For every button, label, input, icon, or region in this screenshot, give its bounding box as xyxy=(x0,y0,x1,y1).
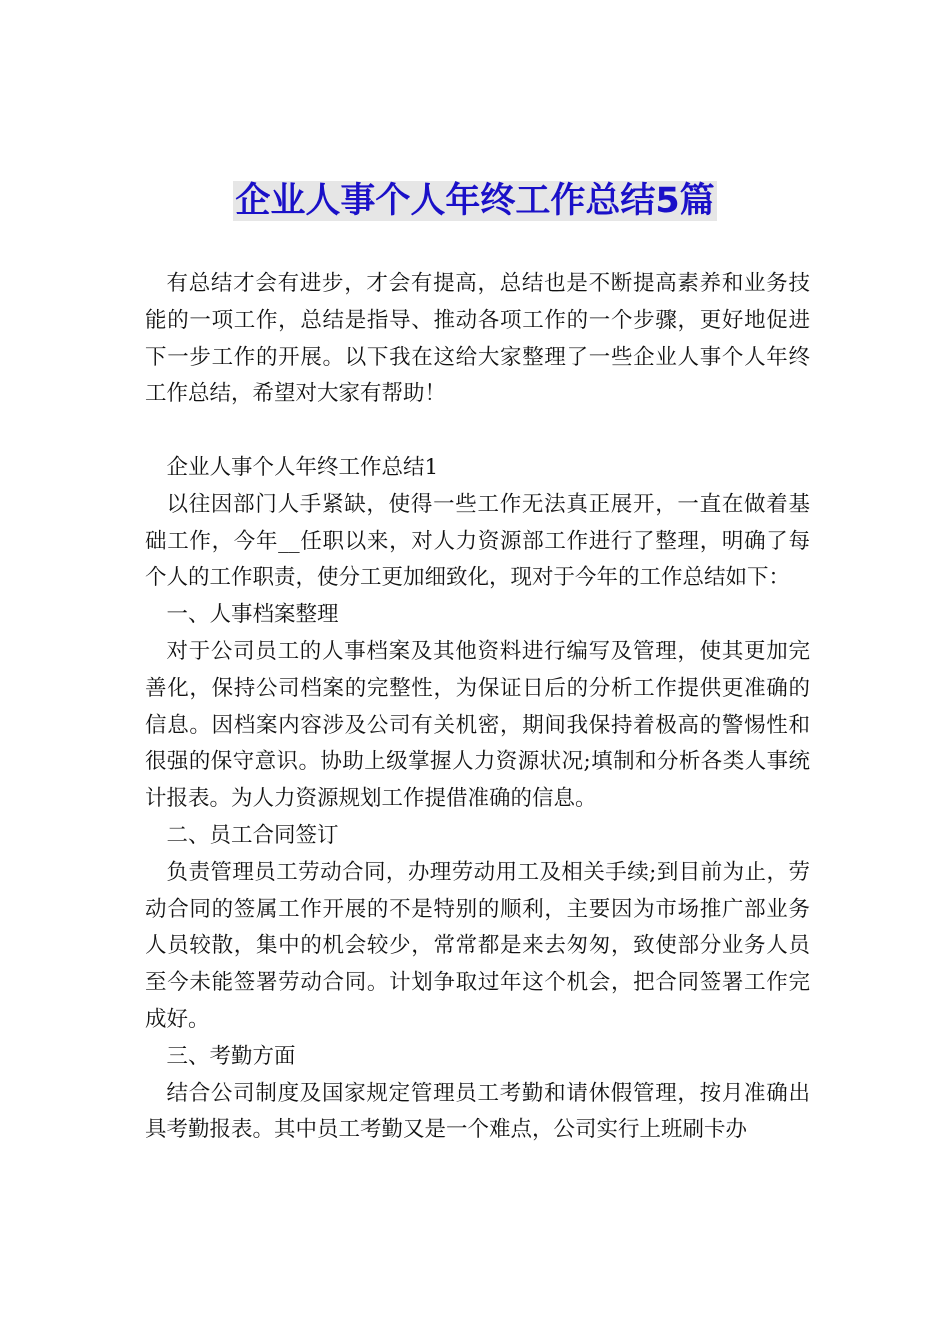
body-paragraph: 以往因部门人手紧缺，使得一些工作无法真正展开，一直在做着基础工作，今年__任职以来，对人力资源部工作进行了整理，明确了每个人的工作职责，使分工更加细致化，现对于今年的工作总结如下： xyxy=(145,491,810,591)
document-body xyxy=(145,266,810,1149)
subheading-attendance: 三、考勤方面 xyxy=(166,1043,296,1069)
subheading-employee-contracts: 二、员工合同签订 xyxy=(166,822,339,848)
section-heading-summary-1: 企业人事个人年终工作总结1 xyxy=(166,454,439,480)
document-title-text: 企业人事个人年终工作总结5篇 xyxy=(235,181,715,221)
intro-paragraph: 有总结才会有进步，才会有提高，总结也是不断提高素养和业务技能的一项工作，总结是指导、推动各项工作的一个步骤，更好地促进下一步工作的开展。以下我在这给大家整理了一些企业人事个人年终工作总结，希望对大家有帮助！ xyxy=(145,271,810,407)
body-paragraph: 对于公司员工的人事档案及其他资料进行编写及管理，使其更加完善化，保持公司档案的完整性，为保证日后的分析工作提供更准确的信息。因档案内容涉及公司有关机密，期间我保持着极高的警惕性和很强的保守意识。协助上级掌握人力资源状况;填制和分析各类人事统计报表。为人力资源规划工作提借准确的信息。 xyxy=(145,638,810,812)
document-title xyxy=(0,176,950,226)
body-paragraph: 负责管理员工劳动合同，办理劳动用工及相关手续;到目前为止，劳动合同的签属工作开展的不是特别的顺利，主要因为市场推广部业务人员较散，集中的机会较少，常常都是来去匆匆，致使部分业务人员至今未能签署劳动合同。计划争取过年这个机会，把合同签署工作完成好。 xyxy=(145,859,810,1032)
subheading-personnel-files: 一、人事档案整理 xyxy=(166,602,339,628)
body-paragraph: 结合公司制度及国家规定管理员工考勤和请休假管理，按月准确出具考勤报表。其中员工考勤又是一个难点，公司实行上班刷卡办 xyxy=(145,1080,810,1143)
